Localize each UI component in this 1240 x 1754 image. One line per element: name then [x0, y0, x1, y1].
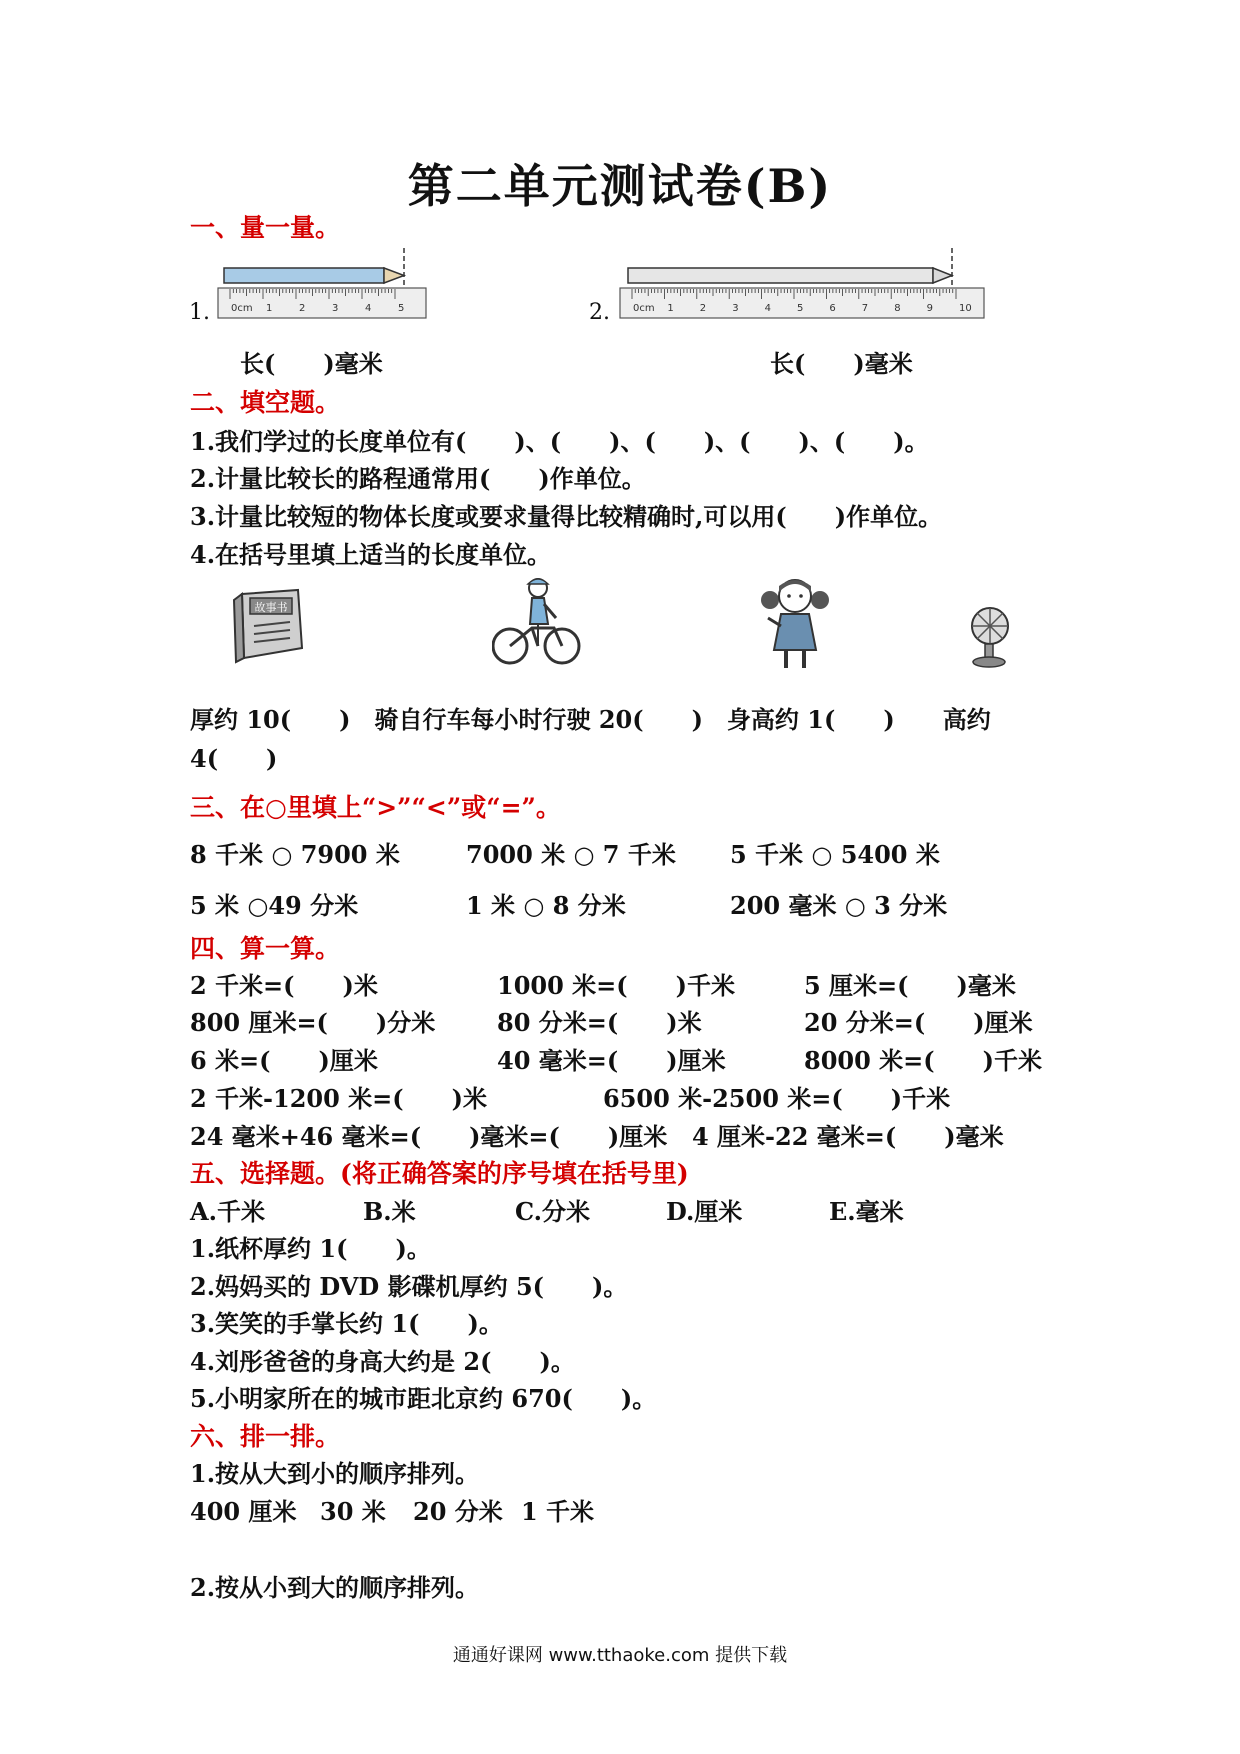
ruler-2-label: 7	[861, 303, 869, 314]
section-2-heading: 二、填空题。	[190, 388, 341, 417]
calc-1: 2 千米=( )米	[190, 971, 378, 1000]
calc-6: 20 分米=( )厘米	[804, 1008, 1033, 1037]
choice-question-5: 5.小明家所在的城市距北京约 670( )。	[190, 1384, 657, 1413]
choice-question-4: 4.刘彤爸爸的身高大约是 2( )。	[190, 1347, 575, 1376]
compare-4: 5 米 ○49 分米	[190, 891, 359, 920]
ruler-2-label: 8	[894, 303, 901, 314]
ruler-2-label: 3	[732, 303, 739, 314]
section-5-heading: 五、选择题。(将正确答案的序号填在括号里)	[190, 1159, 689, 1188]
ruler-figure-1	[212, 246, 432, 326]
page-title: 第二单元测试卷(B)	[407, 159, 833, 213]
fill-question-2: 2.计量比较长的路程通常用( )作单位。	[190, 464, 646, 493]
girl-image	[758, 574, 832, 674]
fill-question-4: 4.在括号里填上适当的长度单位。	[190, 540, 552, 569]
item-2-number: 2.	[589, 300, 610, 325]
ruler-2-label: 4	[764, 303, 771, 314]
choice-question-3: 3.笑笑的手掌长约 1( )。	[190, 1309, 503, 1338]
order-item-4: 1 千米	[521, 1497, 595, 1526]
calc-3: 5 厘米=( )毫米	[804, 971, 1016, 1000]
fill-question-3: 3.计量比较短的物体长度或要求量得比较精确时,可以用( )作单位。	[190, 502, 943, 531]
section-4-heading: 四、算一算。	[190, 934, 341, 963]
ruler-2-label: 10	[959, 303, 972, 314]
fill-question-1: 1.我们学过的长度单位有( )、( )、( )、( )、( )。	[190, 427, 929, 456]
footer-source: 通通好课网 www.tthaoke.com 提供下载	[452, 1645, 788, 1666]
option-c: C.分米	[515, 1197, 591, 1226]
item-2-answer: 长( )毫米	[770, 349, 913, 378]
calc-13: 4 厘米-22 毫米=( )毫米	[692, 1122, 1004, 1151]
option-e: E.毫米	[829, 1197, 904, 1226]
order-item-1: 400 厘米	[190, 1497, 297, 1526]
calc-10: 2 千米-1200 米=( )米	[190, 1084, 487, 1113]
compare-1: 8 千米 ○ 7900 米	[190, 840, 400, 869]
calc-11: 6500 米-2500 米=( )千米	[603, 1084, 951, 1113]
ruler-1-label: 1	[266, 303, 273, 314]
calc-2: 1000 米=( )千米	[497, 971, 735, 1000]
storybook-title: 故事书	[254, 601, 288, 614]
ruler-figure-2	[612, 246, 992, 326]
calc-4: 800 厘米=( )分米	[190, 1008, 436, 1037]
section-1-heading: 一、量一量。	[190, 213, 341, 242]
picture-captions-line-2: 4( )	[190, 744, 278, 773]
order-question-1: 1.按从大到小的顺序排列。	[190, 1459, 480, 1488]
ruler-2-label: 1	[667, 303, 674, 314]
item-1-answer: 长( )毫米	[240, 349, 383, 378]
ruler-1-label: 2	[299, 303, 306, 314]
option-a: A.千米	[190, 1197, 265, 1226]
option-d: D.厘米	[666, 1197, 743, 1226]
compare-3: 5 千米 ○ 5400 米	[730, 840, 940, 869]
ruler-1-label: 4	[365, 303, 372, 314]
calc-5: 80 分米=( )米	[497, 1008, 702, 1037]
order-question-2: 2.按从小到大的顺序排列。	[190, 1573, 480, 1602]
option-b: B.米	[363, 1197, 416, 1226]
calc-12: 24 毫米+46 毫米=( )毫米=( )厘米	[190, 1122, 668, 1151]
fan-image	[966, 604, 1010, 668]
order-item-3: 20 分米	[413, 1497, 503, 1526]
ruler-1-label: 3	[332, 303, 339, 314]
storybook-image	[228, 588, 306, 666]
choice-question-2: 2.妈妈买的 DVD 影碟机厚约 5( )。	[190, 1272, 628, 1301]
picture-captions-line-1: 厚约 10( ) 骑自行车每小时行驶 20( ) 身高约 1( ) 高约	[190, 705, 991, 734]
section-6-heading: 六、排一排。	[190, 1422, 341, 1451]
compare-2: 7000 米 ○ 7 千米	[466, 840, 676, 869]
ruler-2-label: 5	[797, 303, 804, 314]
ruler-1-label: 5	[398, 303, 405, 314]
item-1-number: 1.	[189, 300, 210, 325]
ruler-2-label: 2	[699, 303, 707, 314]
ruler-2-label: 6	[829, 303, 836, 314]
calc-8: 40 毫米=( )厘米	[497, 1046, 726, 1075]
compare-5: 1 米 ○ 8 分米	[466, 891, 626, 920]
ruler-2-label: 0cm	[633, 303, 655, 314]
ruler-1-label: 0cm	[231, 303, 253, 314]
calc-7: 6 米=( )厘米	[190, 1046, 378, 1075]
section-3-heading: 三、在○里填上“>”“<”或“=”。	[190, 793, 561, 822]
compare-6: 200 毫米 ○ 3 分米	[730, 891, 948, 920]
choice-question-1: 1.纸杯厚约 1( )。	[190, 1234, 431, 1263]
calc-9: 8000 米=( )千米	[804, 1046, 1042, 1075]
ruler-2-label: 9	[926, 303, 933, 314]
order-item-2: 30 米	[320, 1497, 386, 1526]
bicycle-rider-image	[492, 572, 582, 672]
